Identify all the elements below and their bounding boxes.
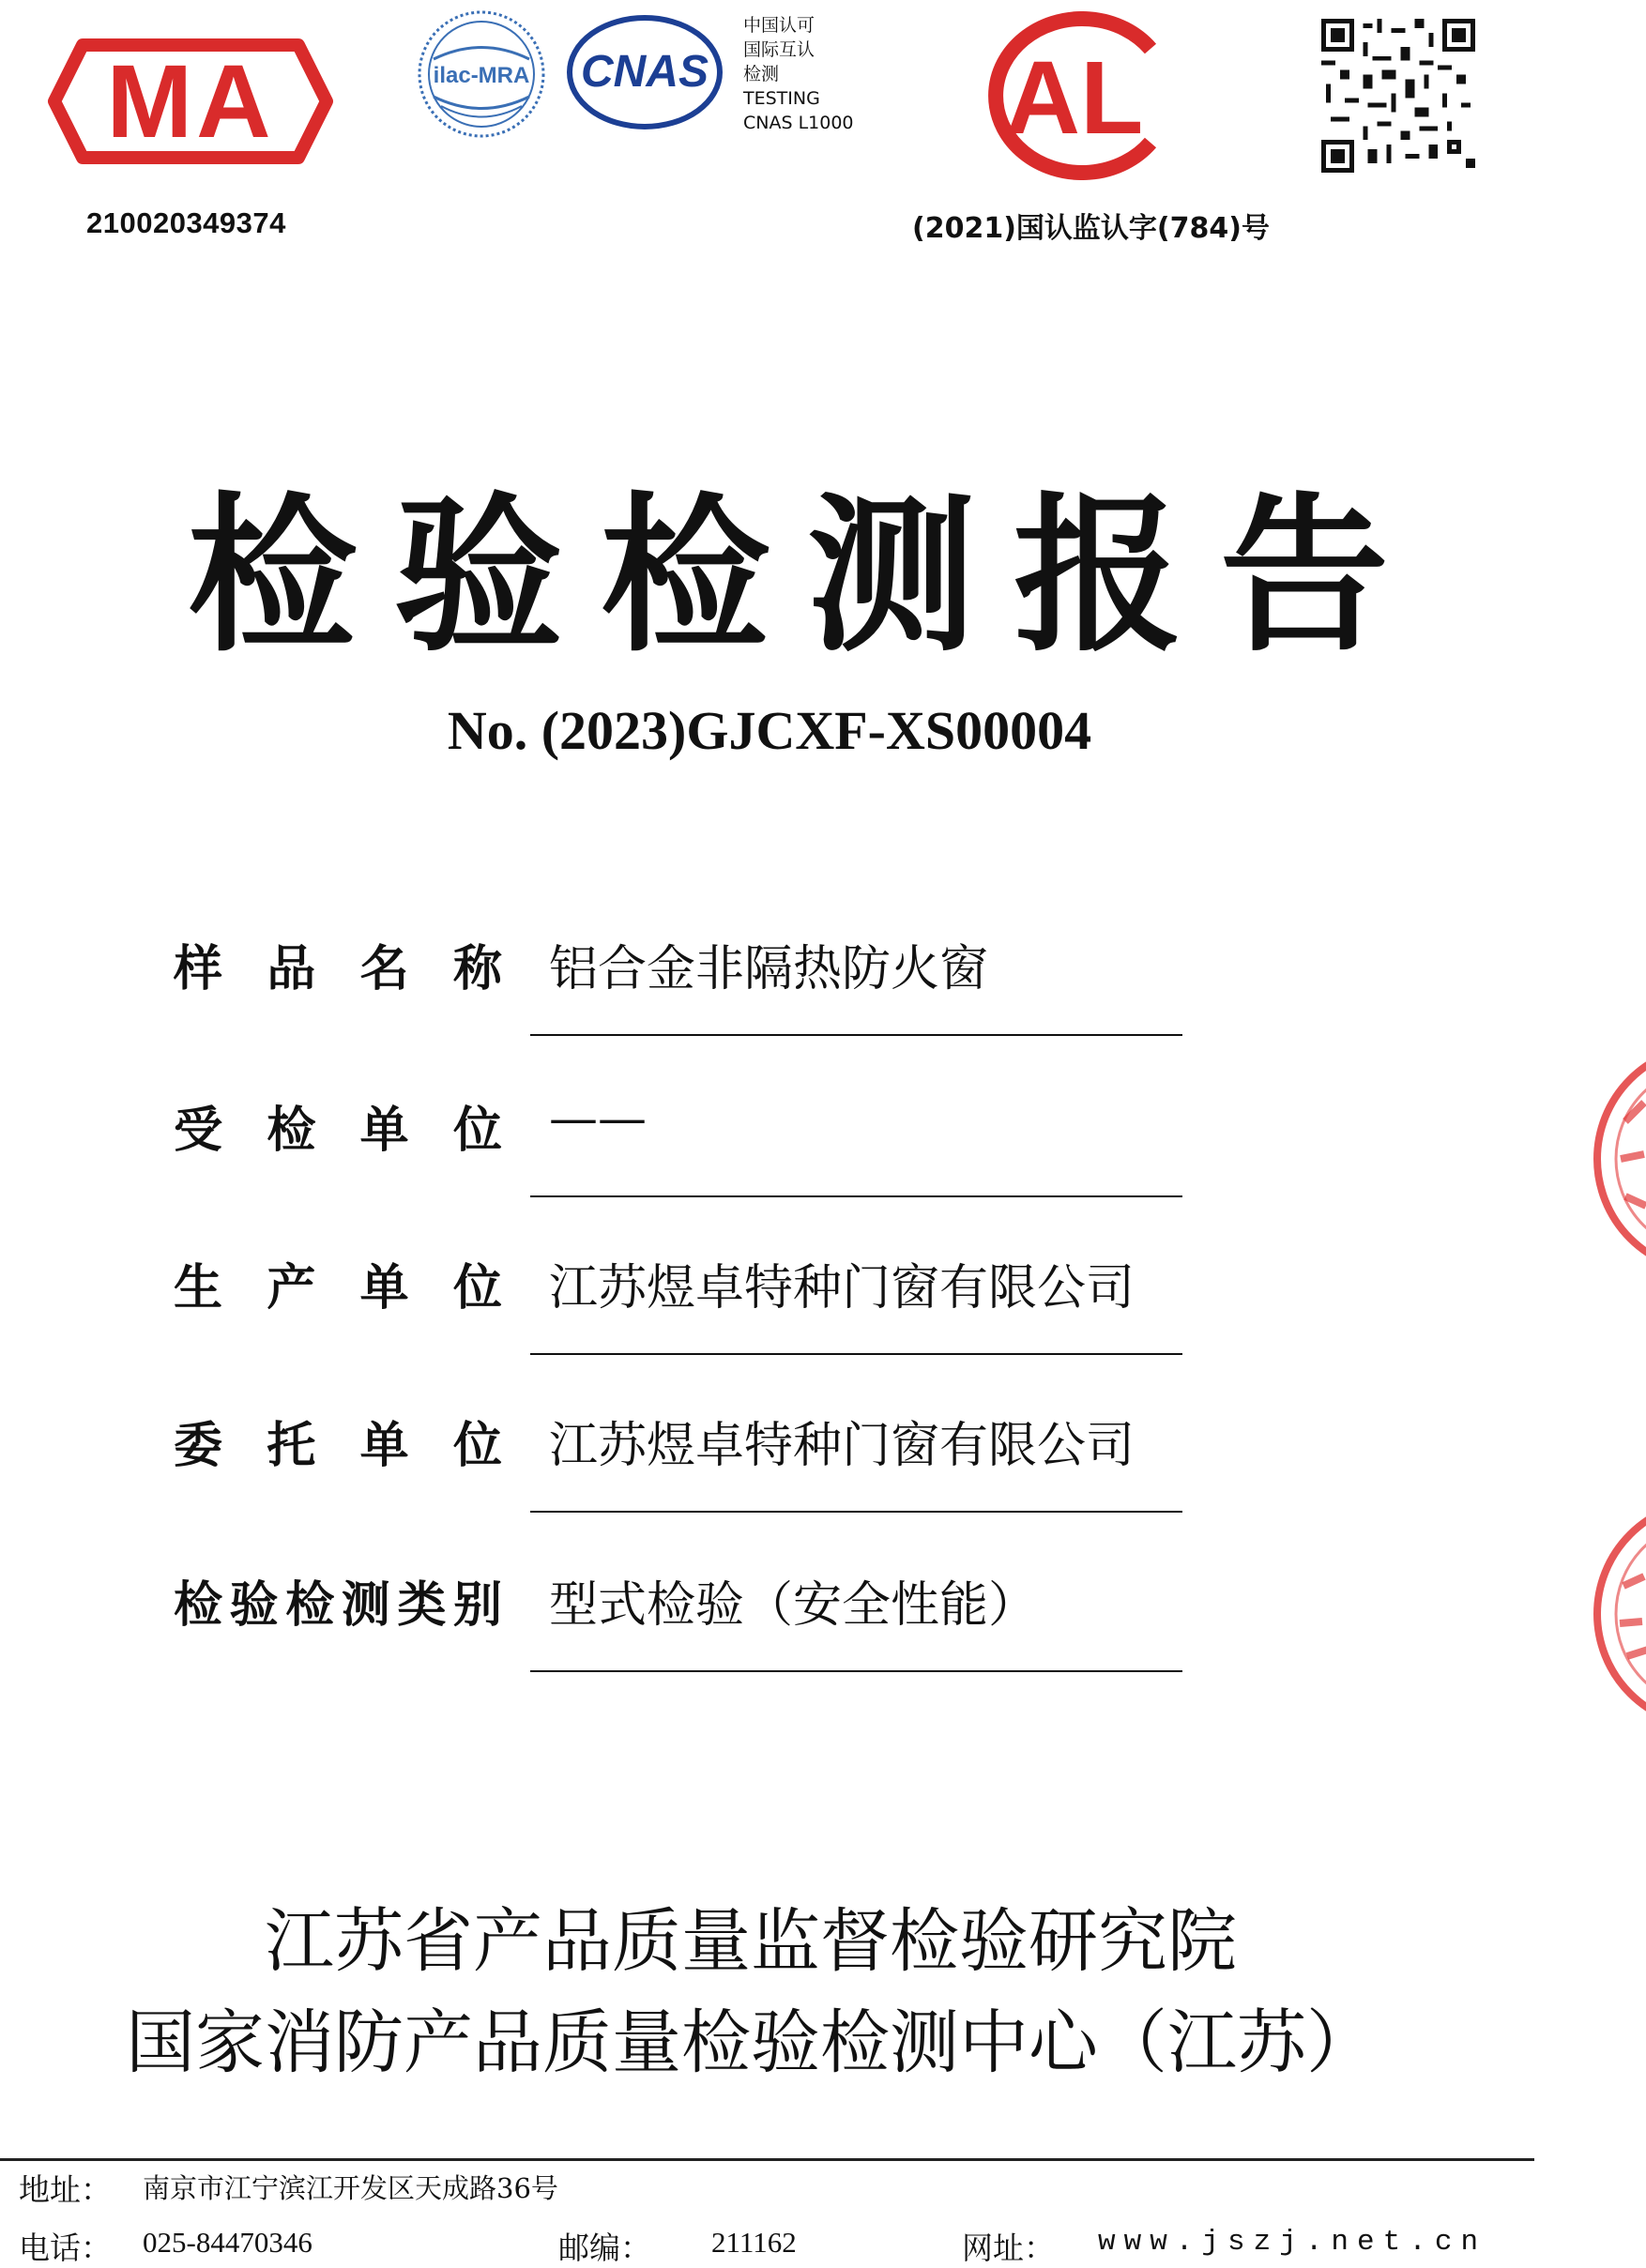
institution-name-1: 江苏省产品质量监督检验研究院 bbox=[265, 1901, 1237, 1982]
phone-value: 025-84470346 bbox=[143, 2226, 312, 2259]
cnas-line-2: 国际互认 bbox=[743, 39, 815, 60]
website-label: 网址： bbox=[962, 2230, 1055, 2266]
cal-logo-icon bbox=[972, 11, 1177, 180]
official-seal-icon bbox=[1588, 1492, 1646, 1736]
postcode-value: 211162 bbox=[711, 2226, 797, 2259]
field-label: 委托单位 bbox=[174, 1418, 502, 1474]
field-label: 样品名称 bbox=[174, 941, 502, 997]
cnas-line-5: CNAS L1000 bbox=[743, 113, 854, 133]
field-row-inspected-unit bbox=[174, 1090, 1206, 1231]
field-label: 受检单位 bbox=[174, 1103, 502, 1159]
report-title: 检验检测报告 bbox=[188, 479, 1427, 675]
field-row-client bbox=[174, 1406, 1206, 1546]
cnas-logo-text: CNAS bbox=[580, 47, 709, 97]
field-label: 检验检测类别 bbox=[174, 1577, 502, 1634]
cal-logo-text: AL bbox=[1005, 40, 1144, 156]
field-underline bbox=[530, 1353, 1182, 1355]
institution-name-2: 国家消防产品质量检验检测中心（江苏） bbox=[126, 2002, 1376, 2083]
field-underline bbox=[530, 1034, 1182, 1036]
cma-number: 210020349374 bbox=[86, 206, 286, 239]
field-row-manufacturer bbox=[174, 1248, 1206, 1389]
field-value: 江苏煜卓特种门窗有限公司 bbox=[549, 1418, 1135, 1474]
cnas-logo-icon bbox=[565, 11, 724, 133]
ilac-logo-text: ilac-MRA bbox=[433, 63, 530, 88]
cma-logo-text: MA bbox=[106, 44, 275, 160]
field-row-sample-name bbox=[174, 929, 1206, 1070]
report-number: No. (2023)GJCXF-XS00004 bbox=[447, 700, 1092, 761]
field-value: 型式检验（安全性能） bbox=[549, 1577, 1038, 1634]
cal-certificate: (2021)国认监认字(784)号 bbox=[912, 212, 1270, 245]
phone-label: 电话： bbox=[19, 2230, 112, 2266]
field-underline bbox=[530, 1195, 1182, 1197]
field-value: 江苏煜卓特种门窗有限公司 bbox=[549, 1260, 1135, 1317]
address-label: 地址： bbox=[19, 2171, 112, 2208]
cma-logo-icon bbox=[45, 26, 336, 176]
field-row-test-category bbox=[174, 1565, 1206, 1706]
cnas-text-block bbox=[743, 13, 854, 135]
cnas-line-3: 检测 bbox=[743, 64, 780, 84]
ilac-mra-logo-icon bbox=[415, 8, 548, 141]
field-label: 生产单位 bbox=[174, 1260, 502, 1317]
address-value: 南京市江宁滨江开发区天成路36号 bbox=[143, 2172, 558, 2204]
official-seal-icon bbox=[1588, 1037, 1646, 1281]
field-value: 铝合金非隔热防火窗 bbox=[549, 941, 989, 997]
website-link[interactable]: www.jszj.net.cn bbox=[1098, 2226, 1487, 2259]
postcode-label: 邮编： bbox=[558, 2230, 651, 2266]
field-underline bbox=[530, 1511, 1182, 1513]
qr-code-icon[interactable] bbox=[1321, 19, 1475, 173]
field-underline bbox=[530, 1670, 1182, 1672]
cnas-line-1: 中国认可 bbox=[743, 15, 815, 36]
cnas-line-4: TESTING bbox=[743, 88, 820, 109]
footer-divider bbox=[0, 2158, 1534, 2161]
field-value: —— bbox=[549, 1090, 647, 1147]
